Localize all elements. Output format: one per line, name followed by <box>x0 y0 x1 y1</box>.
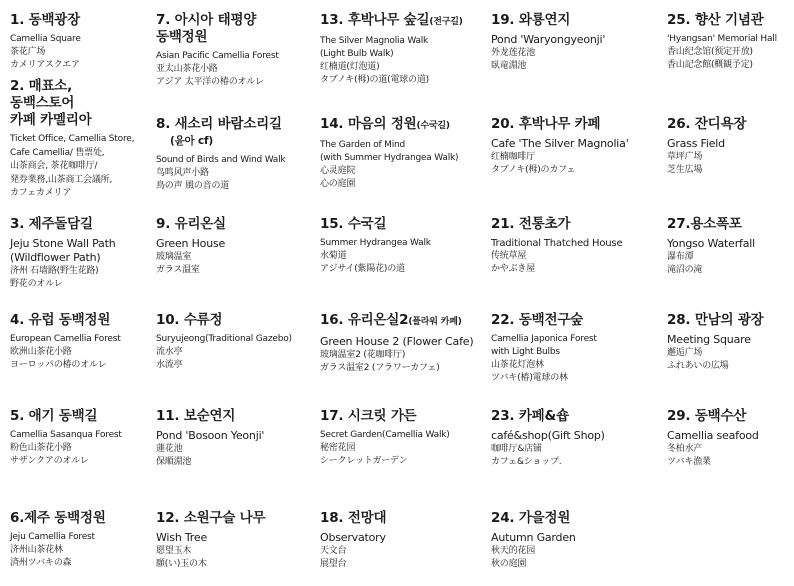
entry-japanese: 滝沼の滝 <box>667 265 703 275</box>
entry-japanese: カメリアスクエア <box>10 60 80 70</box>
entry-chinese: 玻璃温室 <box>156 252 192 262</box>
entry-japanese: 展望台 <box>320 559 347 569</box>
entry-japanese: ふれあいの広場 <box>667 361 729 371</box>
entry-chinese: 心灵庭院 <box>320 166 356 176</box>
entry-japanese: カフェ&ショップ. <box>491 457 562 467</box>
entry-23 <box>491 408 661 469</box>
entry-22 <box>491 312 661 385</box>
entry-japanese: サザンクアのオルレ <box>10 456 89 466</box>
entry-english: Sound of Birds and Wind Walk <box>156 155 286 165</box>
entry-8 <box>156 116 308 193</box>
entry-chinese: 玻璃温室2 (花咖啡厅) <box>320 350 406 360</box>
entry-chinese: 邂逅广场 <box>667 348 703 358</box>
entry-english: 'Hyangsan' Memorial Hall <box>667 34 777 44</box>
entry-24 <box>491 510 661 571</box>
entry-chinese: 水菊道 <box>320 251 347 261</box>
entry-title: 11. 보순연지 <box>156 408 236 424</box>
entry-subtitle: (윤아 cf) <box>170 135 213 147</box>
entry-4 <box>10 312 162 372</box>
entry-japanese: 済州ツバキの森 <box>10 558 72 568</box>
entry-subtitle: (전구길) <box>429 17 463 27</box>
entry-16 <box>320 312 490 375</box>
entry-chinese: 粉色山茶花小路 <box>10 443 72 453</box>
entry-15 <box>320 216 490 276</box>
entry-10 <box>156 312 308 372</box>
entry-chinese: 秋天的花园 <box>491 546 536 556</box>
entry-english: Camellia seafood <box>667 429 759 442</box>
entry-title: 22. 동백전구숲 <box>491 312 584 328</box>
entry-english: The Garden of Mind (with Summer Hydrangea Walk) <box>320 140 459 163</box>
entry-chinese: 瀑布潭 <box>667 252 694 262</box>
entry-title: 12. 소원구슬 나무 <box>156 510 266 526</box>
entry-english: Suryujeong(Traditional Gazebo) <box>156 334 292 344</box>
entry-japanese: アジア 太平洋の椿のオルレ <box>156 77 264 87</box>
entry-title: 23. 카페&숍 <box>491 408 569 424</box>
entry-title: 28. 만남의 광장 <box>667 312 764 328</box>
entry-japanese: 保順淵池 <box>156 457 192 467</box>
entry-title: 19. 와룡연지 <box>491 12 571 28</box>
entry-25 <box>667 12 792 72</box>
entry-japanese: 心の庭園 <box>320 179 356 189</box>
entry-japanese: シークレットガーデン <box>320 456 408 466</box>
entry-english: Camellia Japonica Forest with Light Bulbs <box>491 334 597 357</box>
entry-title: 13. 후박나무 숲길 <box>320 12 430 28</box>
entry-title: 29. 동백수산 <box>667 408 747 424</box>
entry-english: Ticket Office, Camellia Store, Cafe Camellia/ 售票处, 山茶商会, 茶花咖啡厅/ 発券業務,山茶商工会議所, カフェカメリア <box>10 134 135 198</box>
entry-9 <box>156 216 308 277</box>
entry-japanese: タブノキ(栂)の道(電球の道) <box>320 75 429 85</box>
entry-chinese: 鸟鸣风声小路 <box>156 168 209 178</box>
entry-english: Wish Tree <box>156 531 208 544</box>
entry-chinese: 流水亭 <box>156 347 183 357</box>
entry-title: 16. 유리온실2 <box>320 312 409 328</box>
entry-28 <box>667 312 792 373</box>
entry-japanese: ツバキ漁業 <box>667 457 711 467</box>
entry-chinese: 愿望玉木 <box>156 546 192 556</box>
entry-5 <box>10 408 162 468</box>
entry-japanese: かやぶき屋 <box>491 264 536 274</box>
entry-title: 3. 제주돌담길 <box>10 216 93 232</box>
entry-english: café&shop(Gift Shop) <box>491 429 605 442</box>
entry-title: 2. 매표소, 동백스토어 카페 카멜리아 <box>10 78 92 128</box>
entry-title: 5. 애기 동백길 <box>10 408 98 424</box>
entry-english: Camellia Sasanqua Forest <box>10 430 122 440</box>
entry-english: Pond 'Waryongyeonji' <box>491 33 606 46</box>
entry-18 <box>320 510 490 571</box>
entry-title: 14. 마음의 정원 <box>320 116 417 132</box>
entry-14 <box>320 116 490 191</box>
entry-english: Meeting Square <box>667 333 751 346</box>
entry-chinese: 冬柏水产 <box>667 444 703 454</box>
entry-title: 15. 수국길 <box>320 216 387 232</box>
entry-11 <box>156 408 308 469</box>
entry-chinese: 外龙莲花池 <box>491 48 536 58</box>
entry-english: Yongso Waterfall <box>667 237 755 250</box>
entry-title: 20. 후박나무 카페 <box>491 116 601 132</box>
entry-japanese: 鳥の声 風の音の道 <box>156 181 230 191</box>
entry-chinese: 红楠道(灯泡道) <box>320 62 380 72</box>
entry-21 <box>491 216 661 276</box>
entry-english: Secret Garden(Camellia Walk) <box>320 430 450 440</box>
entry-chinese: 传统草屋 <box>491 251 527 261</box>
entry-japanese: 秋の庭園 <box>491 559 527 569</box>
entry-japanese: 野花のオルレ <box>10 279 63 289</box>
entry-english: Summer Hydrangea Walk <box>320 238 431 248</box>
entry-chinese: 济州山茶花林 <box>10 545 63 555</box>
entry-7 <box>156 12 308 89</box>
entry-english: The Silver Magnolia Walk (Light Bulb Walk) <box>320 36 429 59</box>
entry-title: 6.제주 동백정원 <box>10 510 106 526</box>
entry-chinese: 天文台 <box>320 546 347 556</box>
entry-27 <box>667 216 792 277</box>
entry-english: Autumn Garden <box>491 531 576 544</box>
entry-2 <box>10 78 152 201</box>
entry-title: 7. 아시아 태평양 동백정원 <box>156 12 257 45</box>
entry-japanese: タブノキ(栂)のカフェ <box>491 165 576 175</box>
entry-chinese: 秘密花园 <box>320 443 356 453</box>
entry-japanese: アジサイ(紫陽花)の道 <box>320 264 405 274</box>
entry-29 <box>667 408 792 469</box>
entry-chinese: 香山纪念馆(预定开放) <box>667 47 753 57</box>
entry-japanese: ヨーロッパの椿のオルレ <box>10 360 107 370</box>
entry-chinese: 茶花广场 <box>10 47 46 57</box>
entry-japanese: 香山記念館(概観予定) <box>667 60 753 70</box>
entry-english: European Camellia Forest <box>10 334 121 344</box>
entry-subtitle: (플라워 카페) <box>408 317 462 327</box>
entry-20 <box>491 116 661 177</box>
entry-english: Green House 2 (Flower Cafe) <box>320 335 474 348</box>
entry-japanese: 水流亭 <box>156 360 183 370</box>
entry-chinese: 亚太山茶花小路 <box>156 64 218 74</box>
entry-title: 24. 가을정원 <box>491 510 571 526</box>
entry-title: 25. 향산 기념관 <box>667 12 764 28</box>
entry-english: Jeju Stone Wall Path (Wildflower Path) <box>10 237 116 264</box>
entry-chinese: 红楠咖啡厅 <box>491 152 536 162</box>
entry-17 <box>320 408 490 468</box>
entry-chinese: 山茶花灯泡林 <box>491 360 544 370</box>
entry-13 <box>320 12 490 87</box>
entry-english: Asian Pacific Camellia Forest <box>156 51 279 61</box>
entry-title: 1. 동백광장 <box>10 12 80 28</box>
entry-title: 27.용소폭포 <box>667 216 742 232</box>
entry-title: 17. 시크릿 가든 <box>320 408 417 424</box>
entry-chinese: 草坪广场 <box>667 152 703 162</box>
entry-subtitle: (수국길) <box>416 121 450 131</box>
entry-26 <box>667 116 792 177</box>
entry-english: Green House <box>156 237 226 250</box>
entry-english: Cafe 'The Silver Magnolia' <box>491 137 629 150</box>
entry-japanese: 願(い)玉の木 <box>156 559 207 569</box>
entry-chinese: 济州 石墙路(野生花路) <box>10 266 99 276</box>
entry-english: Camellia Square <box>10 34 81 44</box>
entry-english: Traditional Thatched House <box>491 238 623 249</box>
entry-japanese: ツバキ(椿)電球の林 <box>491 373 568 383</box>
entry-title: 9. 유리온실 <box>156 216 226 232</box>
entry-3 <box>10 216 162 291</box>
entry-12 <box>156 510 308 571</box>
entry-chinese: 欧洲山茶花小路 <box>10 347 72 357</box>
entry-japanese: 臥竜淵池 <box>491 61 527 71</box>
entry-6 <box>10 510 162 570</box>
entry-title: 10. 수류정 <box>156 312 223 328</box>
entry-japanese: 芝生広場 <box>667 165 703 175</box>
entry-japanese: ガラス温室 <box>156 265 200 275</box>
entry-title: 4. 유럽 동백정원 <box>10 312 111 328</box>
entry-japanese: ガラス温室2 (フラワーカフェ) <box>320 363 440 373</box>
entry-19 <box>491 12 661 73</box>
entry-chinese: 咖啡厅&店铺 <box>491 444 542 454</box>
entry-english: Pond 'Bosoon Yeonji' <box>156 429 265 442</box>
entry-title: 18. 전망대 <box>320 510 387 526</box>
entry-title: 21. 전통초가 <box>491 216 571 232</box>
entry-title: 8. 새소리 바람소리길 <box>156 116 282 132</box>
entry-english: Jeju Camellia Forest <box>10 532 95 542</box>
entry-title: 26. 잔디욕장 <box>667 116 747 132</box>
entry-english: Observatory <box>320 531 386 544</box>
entry-1 <box>10 12 162 72</box>
entry-english: Grass Field <box>667 137 725 150</box>
entry-chinese: 蓮花池 <box>156 444 183 454</box>
